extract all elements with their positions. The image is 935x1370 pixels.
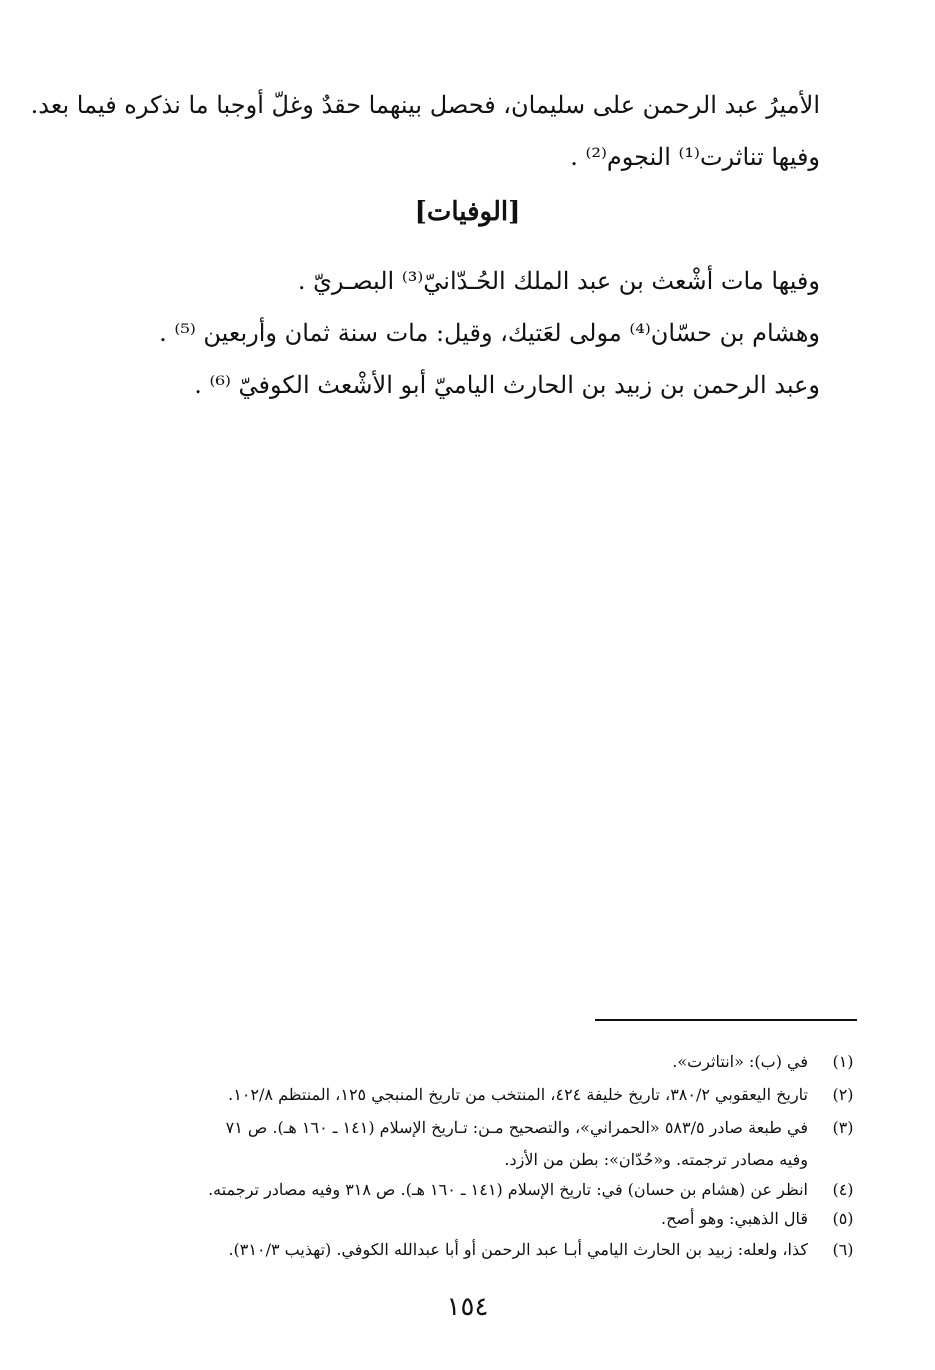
footnote-divider (595, 1019, 857, 1021)
body-text-line: الأميرُ عبد الرحمن على سليمان، فحصل بينهما حقدٌ وغلّ أوجبا ما نذكره فيما بعد. (30, 91, 820, 119)
footnote-number: (٢) (832, 1085, 854, 1104)
footnote-text: في (ب): «انتاثرت». (672, 1052, 808, 1071)
footnote-text: تاريخ اليعقوبي ٣٨٠/٢، تاريخ خليفة ٤٢٤، المنتخب من تاريخ المنبجي ١٢٥، المنتظم ١٠٢/٨. (228, 1085, 808, 1104)
body-text-line: وفيها تناثرت⁽¹⁾ النجوم⁽²⁾ . (570, 143, 820, 171)
footnote-text: انظر عن (هشام بن حسان) في: تاريخ الإسلام (١٤١ ـ ١٦٠ هـ). ص ٣١٨ وفيه مصادر ترجمته. (208, 1180, 808, 1199)
footnote-text: في طبعة صادر ٥٨٣/٥ «الحمراني»، والتصحيح مـن: تـاريخ الإسلام (١٤١ ـ ١٦٠ هـ). ص ٧١ (225, 1118, 808, 1137)
footnote-number: (٥) (832, 1209, 854, 1228)
footnote-number: (٦) (832, 1240, 854, 1259)
obituary-entry: وهشام بن حسّان⁽⁴⁾ مولى لعَتيك، وقيل: مات سنة ثمان وأربعين ⁽⁵⁾ . (159, 319, 820, 347)
footnote-number: (٤) (832, 1180, 854, 1199)
footnote-text: قال الذهبي: وهو أصح. (661, 1209, 808, 1228)
footnote-number: (١) (832, 1052, 854, 1071)
footnote-continuation: وفيه مصادر ترجمته. و«حُدّان»: بطن من الأزد. (504, 1150, 808, 1169)
page-number: ١٥٤ (446, 1292, 489, 1322)
obituary-entry: وفيها مات أشْعث بن عبد الملك الحُـدّانيّ⁽³⁾ البصـريّ . (297, 267, 820, 295)
footnote-number: (٣) (832, 1118, 854, 1137)
section-heading: [الوفيات] (414, 197, 521, 227)
obituary-entry: وعبد الرحمن بن زبيد بن الحارث الياميّ أبو الأشْعث الكوفيّ ⁽⁶⁾ . (194, 371, 820, 399)
footnote-text: كذا، ولعله: زبيد بن الحارث اليامي أبـا عبد الرحمن أو أبا عبدالله الكوفي. (تهذيب ٣١٠/٣). (228, 1240, 808, 1259)
